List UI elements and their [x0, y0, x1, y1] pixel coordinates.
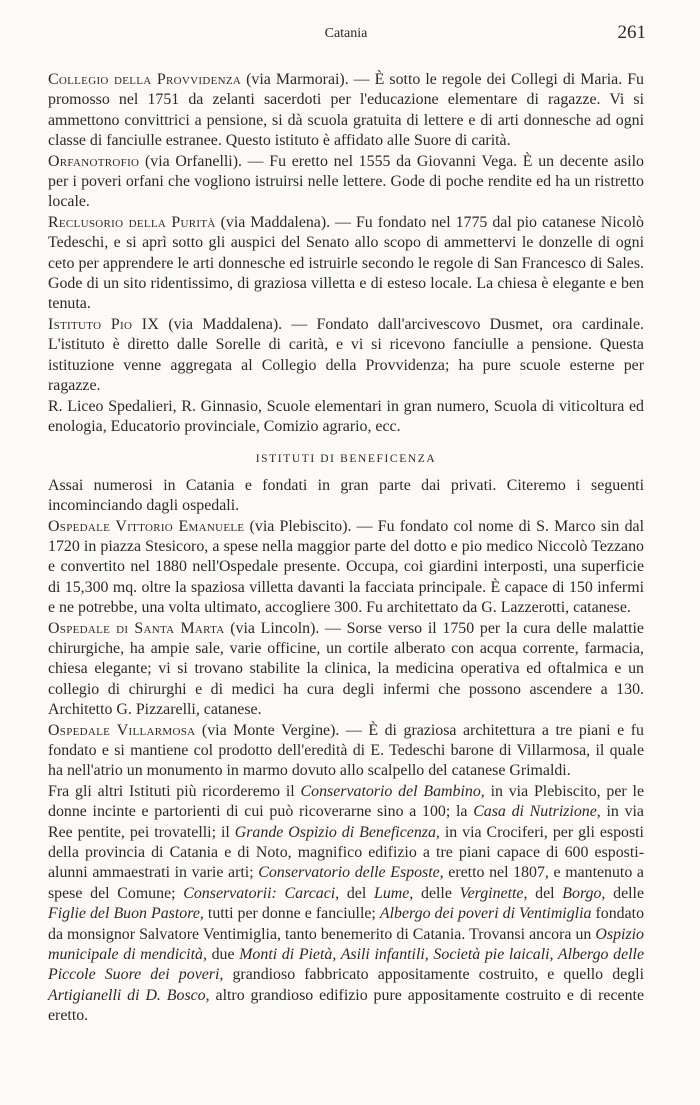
entry-name: Reclusorio della Purità [48, 213, 216, 231]
paragraph-orfanotrofio [48, 152, 644, 213]
text-run: delle [413, 884, 460, 902]
page-number: 261 [617, 22, 646, 43]
paragraph-intro: Assai numerosi in Catania e fondati in gran parte dai privati. Citeremo i seguenti incominciando dagli ospedali. [48, 476, 644, 515]
entry-text: (via Marmorai). — È sotto le regole dei Collegi di Maria. Fu promosso nel 1751 da zelanti sacerdoti per l'educazione elementare di ragazze. Vi si ammettono convittrici a pensione, si dà scuola gratuita di lettere e di arti donnesche ad ogni classe di fanciulle estranee. Questo istituto è affidato alle Suore di carità. [48, 71, 644, 150]
text-run: in via Plebiscito, per le donne incinte e partorienti di cui può ricoverarne sino a 100; la [48, 782, 645, 821]
text-run: eretto nel 1807, e mantenuto a spese del Comune; [48, 864, 644, 902]
italic-run: Figlie del Buon Pastore, [48, 905, 204, 923]
paragraph-reclusorio [48, 213, 644, 315]
text-run: delle [605, 884, 645, 902]
paragraph-collegio [48, 70, 644, 152]
italic-run: Casa di Nutrizione, [473, 803, 601, 821]
running-header [48, 22, 644, 48]
paragraph-licei: R. Liceo Spedalieri, R. Ginnasio, Scuole elementari in gran numero, Scuola di viticoltura ed enologia, Educatorio provinciale, Comizio agrario, ecc. [48, 397, 644, 435]
paragraph-ospedale-vittorio [48, 517, 644, 619]
paragraph-ospedale-santa-marta [48, 619, 644, 721]
text-run: del [527, 884, 563, 902]
text-run: in via Crociferi, per gli esposti della provincia di Catania e di Noto, magnifico edifizio a tre piani capace di 600 esposti-alunni ammaestrati in varie arti; [48, 823, 644, 882]
text-run: tutti per donne e fanciulle; [203, 905, 380, 923]
entry-text: (via Lincoln). — Sorse verso il 1750 per la cura delle malattie chirurgiche, ha ampie sale, varie officine, un cortile alberato con acqua corrente, farmacia, chiesa elegante; vi si trovano stabilite la clinica, la medicina operativa ed oftalmica e un collegio di chirurghi e di medici ha cura degli infermi che possono ascendere a 130. Architetto G. Pizzarelli, catanese. [48, 619, 644, 719]
paragraph-altri-istituti [48, 782, 644, 1027]
italic-run: Conservatorio del Bambino, [300, 782, 485, 800]
text-run: Fra gli altri Istituti più ricorderemo il [48, 782, 301, 800]
entry-name: Ospedale di Santa Marta [48, 619, 225, 637]
text-run: due [206, 946, 240, 964]
entry-name: Istituto Pio IX [48, 315, 160, 333]
entry-text: (via Monte Vergine). — È di graziosa architettura a tre piani e fu fondato e si mantiene col prodotto dell'eredità di E. Tedeschi barone di Villarmosa, il quale ha nell'atrio un monumento in marmo dovuto allo scalpello del catanese Grimaldi. [48, 721, 644, 780]
italic-run: Verginette, [459, 884, 528, 902]
paragraph-ospedale-villarmosa [48, 721, 644, 782]
text-run: in via Ree pentite, pei trovatelli; il [48, 803, 644, 841]
text-run: fondato da monsignor Salvatore Ventimiglia, tanto benemerito di Catania. Trovansi ancora un [48, 905, 645, 943]
italic-run: Artigianelli di D. Bosco, [48, 986, 210, 1004]
entry-name: Orfanotrofio [48, 152, 140, 170]
body-text [48, 70, 644, 1027]
entry-text: (via Maddalena). — Fondato dall'arcivescovo Dusmet, ora cardinale. L'istituto è diretto dalle Sorelle di carità, e vi si ricevono fanciulle a pensione. Questa istituzione venne aggregata al Collegio della Provvidenza; ha pure scuole esterne per ragazze. [48, 315, 644, 395]
italic-run: Albergo dei poveri di Ventimiglia [379, 905, 592, 923]
paragraph-istituto-pio [48, 315, 644, 397]
section-heading: ISTITUTI DI BENEFICENZA [255, 453, 437, 466]
italic-run: Conservatorio delle Esposte, [258, 864, 444, 882]
italic-run: Borgo, [562, 884, 606, 902]
italic-run: Ospizio municipale di mendicità, [48, 925, 644, 964]
entry-name: Collegio della Provvidenza [48, 71, 242, 88]
text-run: grandioso fabbricato appositamente costruito, e quello degli [223, 966, 644, 984]
entry-name: Ospedale Vittorio Emanuele [48, 517, 245, 535]
italic-run: Conservatorii: Carcaci, [183, 884, 340, 902]
text-run: del [339, 884, 374, 902]
entry-text: (via Maddalena). — Fu fondato nel 1775 dal pio catanese Nicolò Tedeschi, e si aprì sotto gli auspici del Senato allo scopo di ammettervi le donzelle di ogni ceto per apprendere le arti donnesche ed istruirle secondo le regole di San Francesco di Sales. Gode di un sito ridentissimo, di graziosa villetta e di esteso locale. La chiesa è elegante e ben tenuta. [48, 213, 644, 313]
entry-name: Ospedale Villarmosa [48, 721, 196, 739]
italic-run: Monti di Pietà, Asili infantili, Società pie laicali, Albergo delle Piccole Suore dei poveri, [48, 946, 645, 984]
italic-run: Grande Ospizio di Beneficenza, [234, 823, 440, 841]
entry-text: (via Plebiscito). — Fu fondato col nome di S. Marco sin dal 1720 in piazza Stesicoro, a spese nella maggior parte del dotto e pio medico Niccolò Tezzano e convertito nel 1880 nell'Ospedale presente. Occupa, coi giardini interposti, una superficie di 15,300 mq. oltre la spaziosa villetta davanti la facciata principale. È capace di 150 infermi e ne potrebbe, una volta ultimato, accogliere 300. Fu architettato da G. Lazzerotti, catanese. [48, 517, 644, 617]
entry-text: (via Orfanelli). — Fu eretto nel 1555 da Giovanni Vega. È un decente asilo per i poveri orfani che vogliono istruirsi nelle lettere. Gode di poche rendite ed ha un ristretto locale. [48, 152, 644, 211]
book-page [48, 22, 644, 1027]
text-run: altro grandioso edifizio pure appositamente costruito e di recente eretto. [48, 986, 644, 1025]
running-title: Catania [324, 26, 368, 41]
italic-run: Lume, [374, 884, 414, 902]
